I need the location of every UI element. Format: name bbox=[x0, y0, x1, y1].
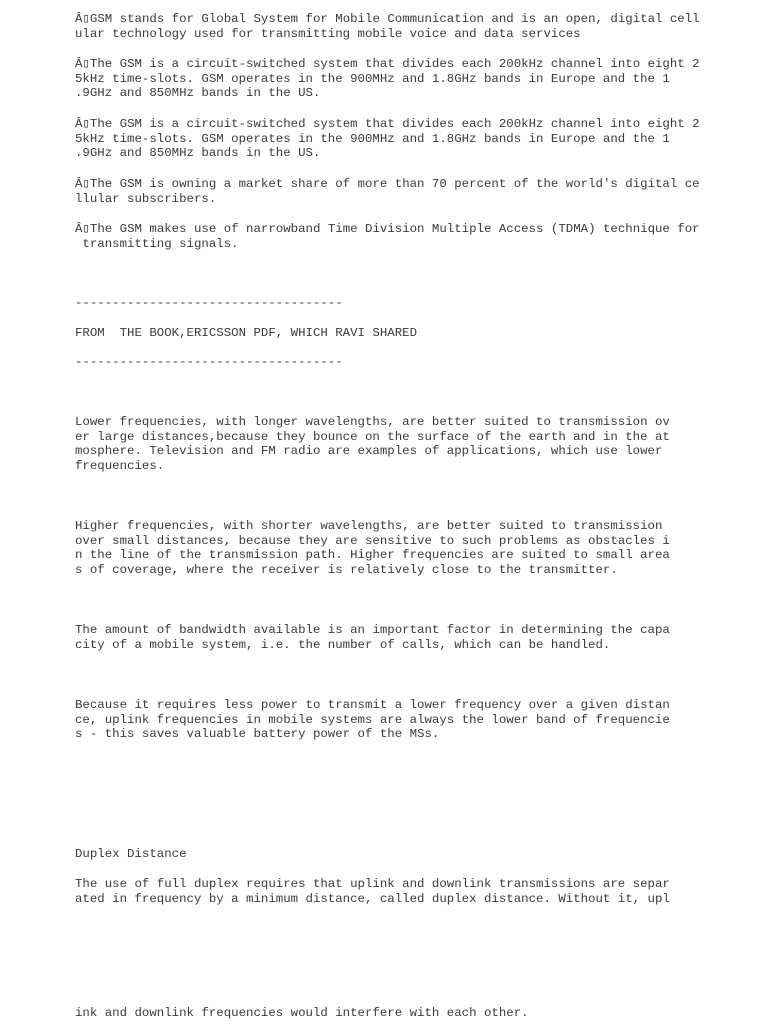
bullet-circuit-switched: Â▯The GSM is a circuit-switched system that divides each 200kHz channel into eight 2 5kHz time-slots. GSM operates in the 900MHz and 1.8GHz bands in Europe and the 1 .9GHz and 850MHz bands in the US. bbox=[75, 57, 700, 101]
duplex-heading: Duplex Distance bbox=[75, 847, 187, 861]
paragraph-duplex-continuation: ink and downlink frequencies would interfere with each other. bbox=[75, 1006, 529, 1020]
source-heading: FROM THE BOOK,ERICSSON PDF, WHICH RAVI SHARED bbox=[75, 326, 418, 340]
paragraph-lower-frequencies: Lower frequencies, with longer wavelengths, are better suited to transmission ov er large distances,because they bounce on the surface of the earth and in the at mosphere. Television and FM radio are examples of applications, which use lower frequencies. bbox=[75, 415, 670, 474]
paragraph-bandwidth: The amount of bandwidth available is an important factor in determining the capa city of a mobile system, i.e. the number of calls, which can be handled. bbox=[75, 623, 670, 652]
bullet-circuit-switched-repeat: Â▯The GSM is a circuit-switched system that divides each 200kHz channel into eight 2 5kHz time-slots. GSM operates in the 900MHz and 1.8GHz bands in Europe and the 1 .9GHz and 850MHz bands in the US. bbox=[75, 117, 700, 161]
paragraph-duplex-distance: The use of full duplex requires that uplink and downlink transmissions are separ ated in frequency by a minimum distance, called duplex distance. Without it, upl bbox=[75, 877, 670, 906]
separator-top: ------------------------------------ bbox=[75, 296, 343, 310]
bullet-market-share: Â▯The GSM is owning a market share of more than 70 percent of the world's digital ce llular subscribers. bbox=[75, 177, 700, 206]
bullet-tdma: Â▯The GSM makes use of narrowband Time Division Multiple Access (TDMA) technique for transmitting signals. bbox=[75, 222, 700, 251]
separator-bottom: ------------------------------------ bbox=[75, 355, 343, 369]
bullet-gsm-definition: Â▯GSM stands for Global System for Mobile Communication and is an open, digital cell ular technology used for transmitting mobile voice and data services bbox=[75, 12, 700, 41]
paragraph-uplink-power: Because it requires less power to transmit a lower frequency over a given distan ce, uplink frequencies in mobile systems are always the lower band of frequencie s - this saves valuable battery power of the MSs. bbox=[75, 698, 670, 742]
paragraph-higher-frequencies: Higher frequencies, with shorter wavelengths, are better suited to transmission over small distances, because they are sensitive to such problems as obstacles i n the line of the transmission path. Higher frequencies are suited to small area s of coverage, where the receiver is relatively close to the transmitter. bbox=[75, 519, 670, 578]
